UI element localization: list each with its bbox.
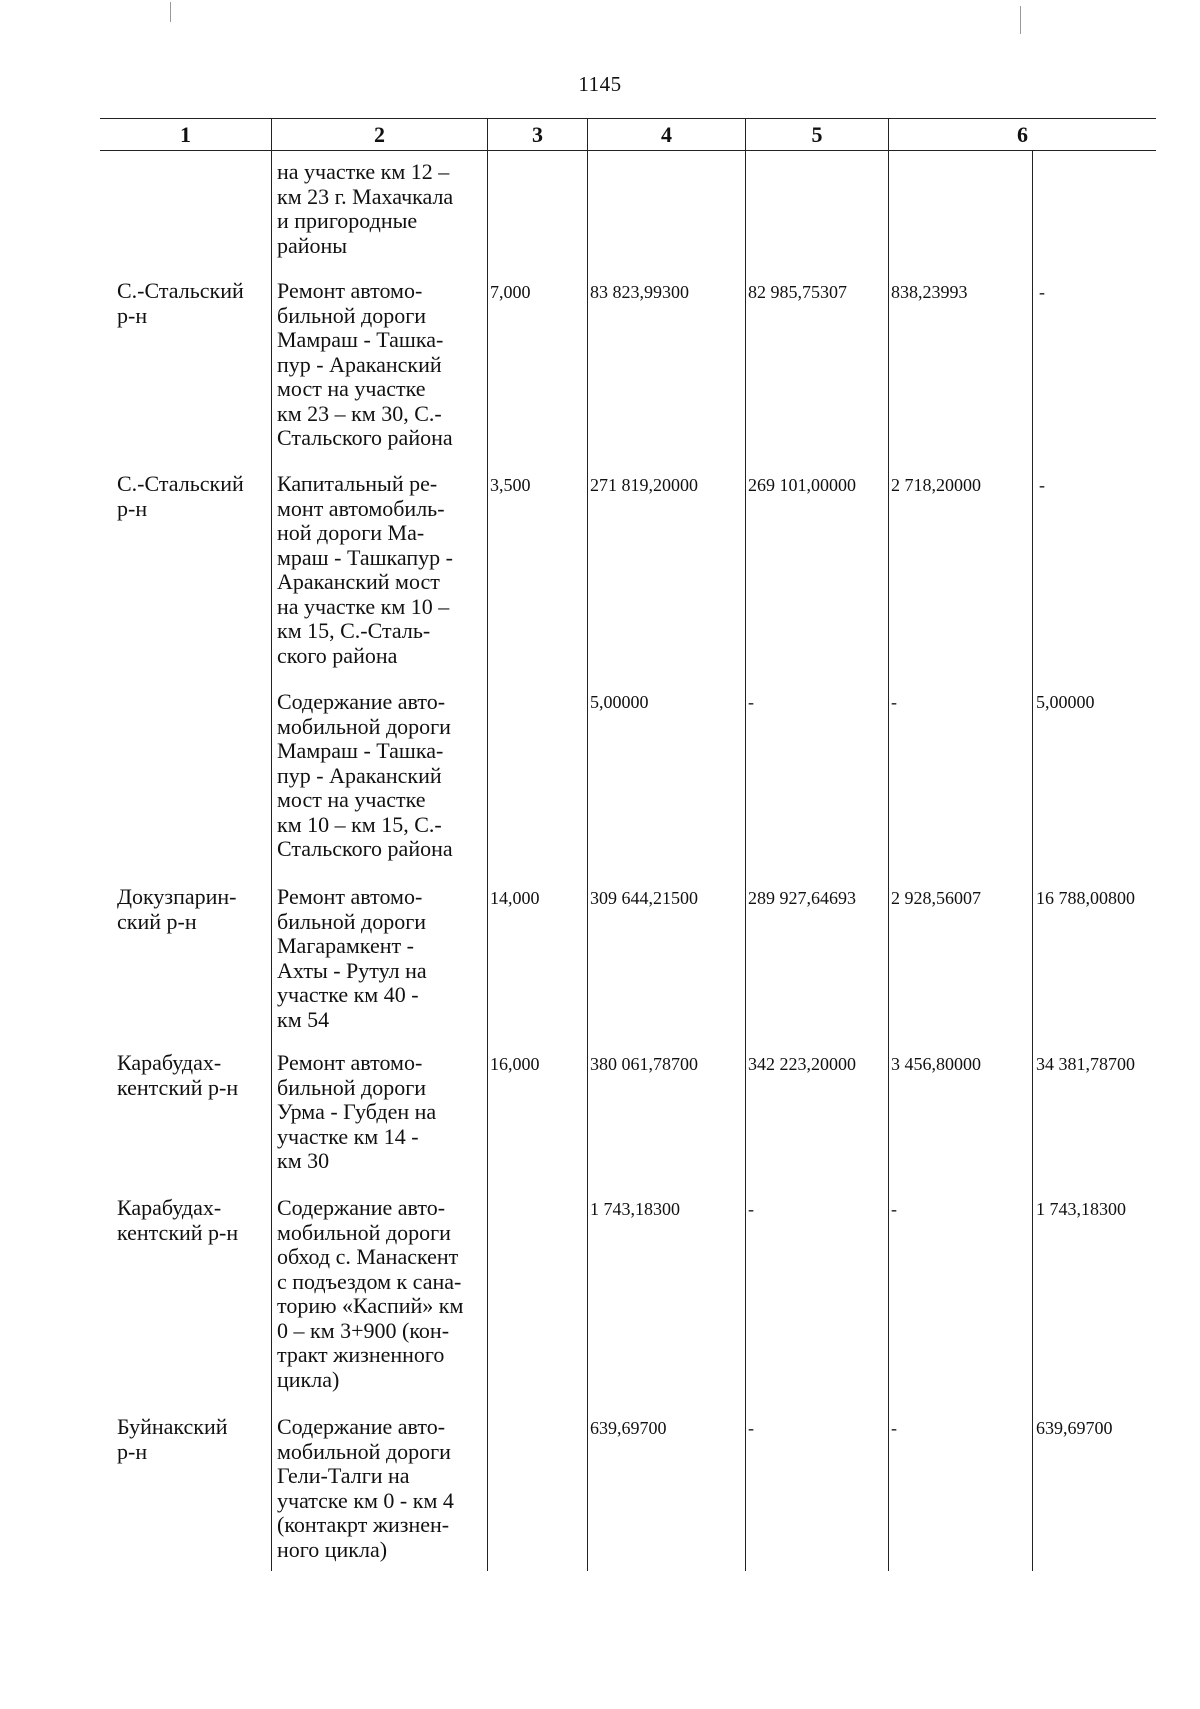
table-row-district: Карабудах- кентский р-н (117, 1195, 239, 1245)
table-row-col5: 289 927,64693 (748, 888, 856, 908)
table-row-description: Содержание авто- мобильной дороги Мамраш - Ташка- пур - Араканский мост на участке км 10 – км 15, С.- Стальского района (277, 689, 453, 861)
table-row-total: 309 644,21500 (590, 888, 698, 908)
table-row-description: Содержание авто- мобильной дороги обход с. Манаскент с подъездом к сана- торию «Каспий» км 0 – км 3+900 (кон- тракт жизненного цикла) (277, 1195, 464, 1392)
table-row-col6b: 16 788,00800 (1036, 888, 1135, 908)
table-row-col5: 342 223,20000 (748, 1054, 856, 1074)
table-row-col6b: 1 743,18300 (1036, 1199, 1126, 1219)
column-divider (587, 118, 588, 1571)
table-row-col5: - (748, 692, 754, 712)
table-row-col6b: 639,69700 (1036, 1418, 1113, 1438)
table-row-col6b: - (1039, 475, 1045, 495)
column-header-2: 2 (374, 122, 385, 147)
scan-mark (1020, 6, 1021, 34)
column-header-1: 1 (180, 122, 191, 147)
table-row-district: С.-Стальский р-н (117, 278, 244, 328)
table-row-description: Ремонт автомо- бильной дороги Магарамкент - Ахты - Рутул на участке км 40 - км 54 (277, 884, 427, 1032)
table-row-total: 5,00000 (590, 692, 649, 712)
table-row-district: Докузпарин- ский р-н (117, 884, 237, 934)
table-row-district: Буйнакский р-н (117, 1414, 228, 1464)
column-header-4: 4 (661, 122, 672, 147)
table-row-col6b: 5,00000 (1036, 692, 1095, 712)
table-row-length: 3,500 (490, 475, 531, 495)
table-row-description: Ремонт автомо- бильной дороги Мамраш - Ташка- пур - Араканский мост на участке км 23 – км 30, С.- Стальского района (277, 278, 453, 450)
table-row-col5: - (748, 1418, 754, 1438)
table-row-col6a: - (891, 1418, 897, 1438)
column-divider (745, 118, 746, 1571)
table-row-col6a: - (891, 1199, 897, 1219)
table-row-total: 380 061,78700 (590, 1054, 698, 1074)
scan-mark (170, 2, 171, 22)
table-row-total: 83 823,99300 (590, 282, 689, 302)
table-row-total: 271 819,20000 (590, 475, 698, 495)
column-header-5: 5 (811, 122, 823, 147)
table-row-district: Карабудах- кентский р-н (117, 1050, 239, 1100)
table-row-description: Ремонт автомо- бильной дороги Урма - Губден на участке км 14 - км 30 (277, 1050, 437, 1173)
table-row-col5: 82 985,75307 (748, 282, 847, 302)
column-divider (888, 118, 889, 1571)
column-header-6: 6 (1017, 122, 1028, 147)
table-row-col6a: - (891, 692, 897, 712)
table-row-length: 14,000 (490, 888, 540, 908)
table-row-district: С.-Стальский р-н (117, 471, 244, 521)
table-row-col5: - (748, 1199, 754, 1219)
table-row-col6b: - (1039, 282, 1045, 302)
table-row-col6b: 34 381,78700 (1036, 1054, 1135, 1074)
table-row-length: 16,000 (490, 1054, 540, 1074)
table-row-description: Капитальный ре- монт автомобиль- ной дороги Ма- мраш - Ташкапур - Араканский мост на участке км 10 – км 15, С.-Сталь- ского района (277, 471, 453, 668)
column-divider (1032, 150, 1033, 1571)
page-number: 1145 (578, 72, 622, 96)
table-row-description: Содержание авто- мобильной дороги Гели-Талги на учатске км 0 - км 4 (контакрт жизнен- ного цикла) (277, 1414, 454, 1562)
table-row-description: на участке км 12 – км 23 г. Махачкала и пригородные районы (277, 159, 454, 258)
table-row-col6a: 2 928,56007 (891, 888, 981, 908)
table-header-rule (100, 150, 1156, 151)
table-row-col6a: 838,23993 (891, 282, 968, 302)
table-row-total: 639,69700 (590, 1418, 667, 1438)
table-top-rule (100, 118, 1156, 119)
table-row-col6a: 2 718,20000 (891, 475, 981, 495)
table-row-length: 7,000 (490, 282, 531, 302)
table-row-total: 1 743,18300 (590, 1199, 680, 1219)
table-row-col5: 269 101,00000 (748, 475, 856, 495)
column-divider (271, 118, 272, 1571)
column-header-3: 3 (532, 122, 543, 147)
table-row-col6a: 3 456,80000 (891, 1054, 981, 1074)
column-divider (487, 118, 488, 1571)
